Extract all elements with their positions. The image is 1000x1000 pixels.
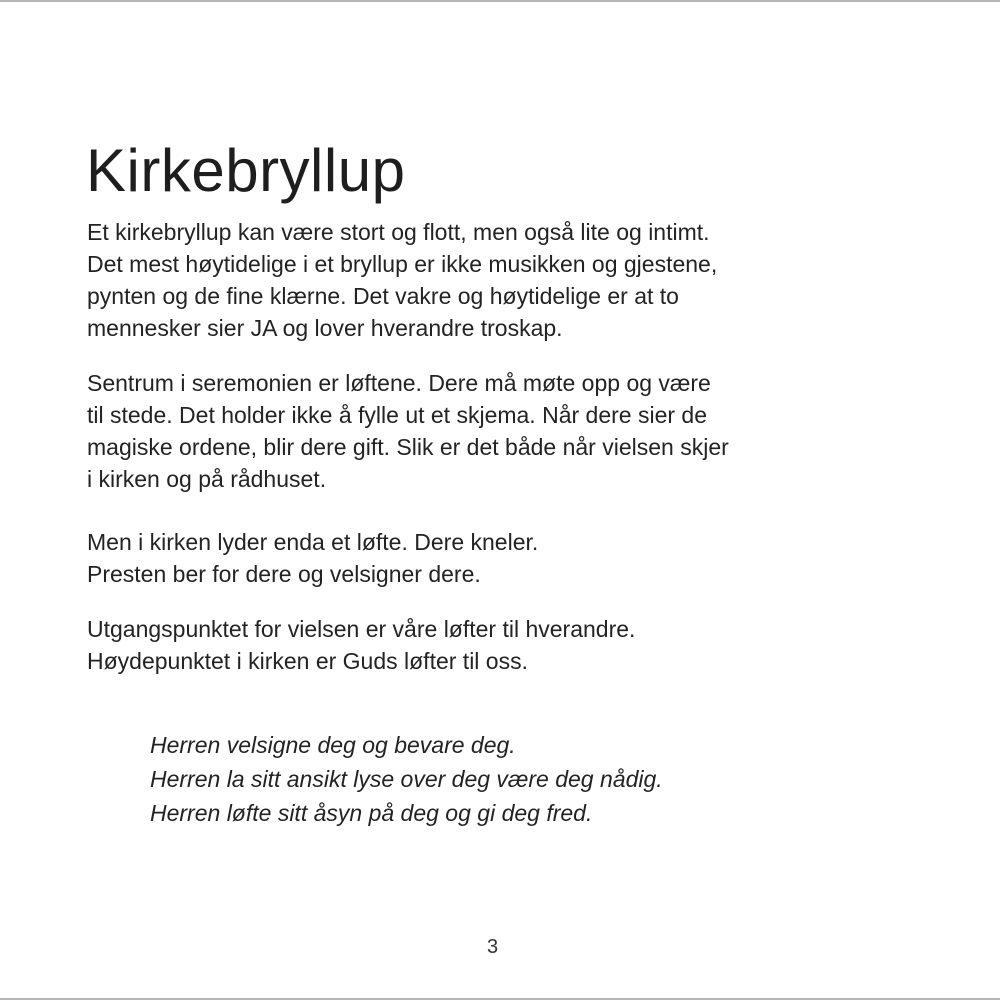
text-line: i kirken og på rådhuset. xyxy=(87,466,327,492)
page-title: Kirkebryllup xyxy=(86,137,406,204)
text-line: Høydepunktet i kirken er Guds løfter til oss. xyxy=(87,648,528,674)
text-line: Men i kirken lyder enda et løfte. Dere kneler. xyxy=(87,529,539,555)
text-line: Et kirkebryllup kan være stort og flott, men også lite og intimt. xyxy=(87,219,710,245)
top-border xyxy=(0,0,1000,2)
text-line: Utgangspunktet for vielsen er våre løfter til hverandre. xyxy=(87,616,636,642)
quote-line: Herren velsigne deg og bevare deg. xyxy=(150,732,516,758)
quote-line: Herren la sitt ansikt lyse over deg være deg nådig. xyxy=(150,766,663,792)
text-line: mennesker sier JA og lover hverandre troskap. xyxy=(87,315,563,341)
paragraph-1 xyxy=(87,216,717,344)
text-line: til stede. Det holder ikke å fylle ut et skjema. Når dere sier de xyxy=(87,402,708,428)
quote-line: Herren løfte sitt åsyn på deg og gi deg fred. xyxy=(150,800,593,826)
paragraph-2 xyxy=(87,367,729,495)
blessing-quote xyxy=(150,728,663,830)
paragraph-4 xyxy=(87,613,635,677)
text-line: Det mest høytidelige i et bryllup er ikke musikken og gjestene, xyxy=(87,251,718,277)
page-number: 3 xyxy=(486,936,499,958)
text-line: Presten ber for dere og velsigner dere. xyxy=(87,561,481,587)
text-line: pynten og de fine klærne. Det vakre og høytidelige er at to xyxy=(87,283,679,309)
text-line: magiske ordene, blir dere gift. Slik er det både når vielsen skjer xyxy=(87,434,729,460)
paragraph-3 xyxy=(87,526,538,590)
text-line: Sentrum i seremonien er løftene. Dere må møte opp og være xyxy=(87,370,711,396)
